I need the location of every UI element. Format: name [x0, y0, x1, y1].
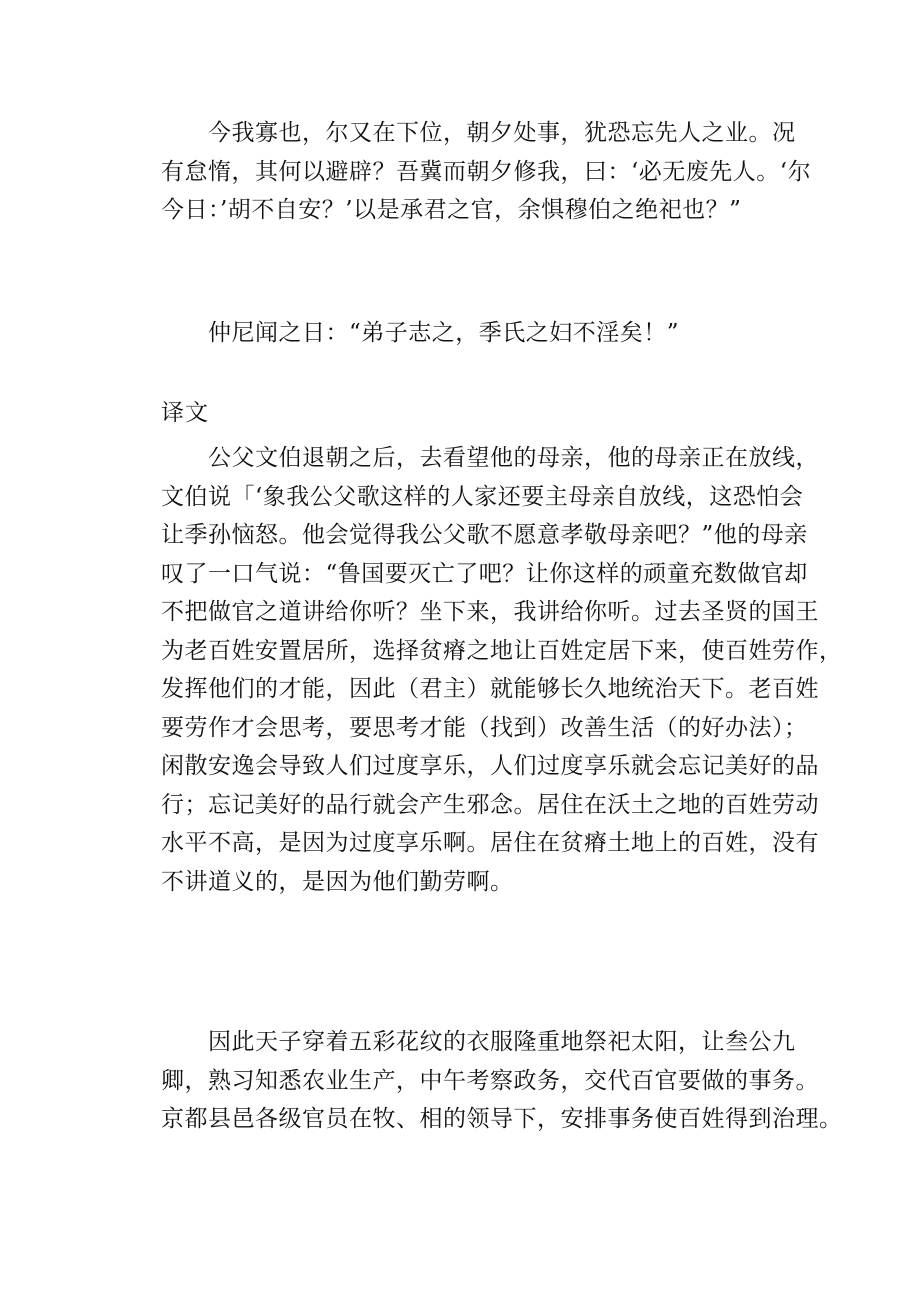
text-line: 因此天子穿着五彩花纹的衣服隆重地祭祀太阳，让叁公九	[161, 1029, 796, 1055]
text-line: 公父文伯退朝之后，去看望他的母亲，他的母亲正在放线，	[161, 445, 819, 471]
text-line: 京都县邑各级官员在牧、相的领导下，安排事务使百姓得到治理。	[161, 1106, 843, 1132]
text-line: 闲散安逸会导致人们过度享乐，人们过度享乐就会忘记美好的品	[161, 753, 819, 779]
text-line: 今我寡也，尔又在下位，朝夕处事，犹恐忘先人之业。况	[161, 120, 796, 146]
text-line: 为老百姓安置居所，选择贫瘠之地让百姓定居下来，使百姓劳作，	[161, 637, 843, 664]
text-line: 叹了一口气说：“鲁国要灭亡了吧？让你这样的顽童充数做官却	[161, 560, 808, 587]
original-paragraph-1	[161, 114, 812, 230]
translation-heading: 译文	[161, 400, 209, 426]
original-paragraph-2	[161, 314, 761, 353]
text-line: 文伯说「‘象我公父歌这样的人家还要主母亲自放线，这恐怕会	[161, 483, 804, 510]
text-line: 不把做官之道讲给你听？坐下来，我讲给你听。过去圣贤的国王	[161, 599, 819, 625]
text-line: 水平不高，是因为过度享乐啊。居住在贫瘠土地上的百姓，没有	[161, 830, 819, 856]
text-line: 发挥他们的才能，因此（君主）就能够长久地统治天下。老百姓	[161, 676, 819, 702]
text-line: 今日：’胡不自安？’以是承君之官，余惧穆伯之绝祀也？”	[161, 197, 742, 223]
text-line: 仲尼闻之日：“弟子志之，季氏之妇不淫矣！”	[161, 320, 680, 346]
text-line: 要劳作才会思考，要思考才能（找到）改善生活（的好办法）；	[161, 714, 808, 741]
text-line: 让季孙恼怒。他会觉得我公父歌不愿意孝敬母亲吧？”他的母亲	[161, 522, 808, 548]
text-line: 不讲道义的，是因为他们勤劳啊。	[161, 868, 514, 895]
translation-paragraph-1	[161, 439, 843, 901]
text-line: 行；忘记美好的品行就会产生邪念。居住在沃土之地的百姓劳动	[161, 791, 819, 818]
text-line: 有怠惰，其何以避辟？吾冀而朝夕修我，曰：‘必无废先人。‘尔	[161, 158, 812, 185]
translation-paragraph-2	[161, 1023, 843, 1139]
text-line: 卿，熟习知悉农业生产，中午考察政务，交代百官要做的事务。	[161, 1067, 819, 1094]
